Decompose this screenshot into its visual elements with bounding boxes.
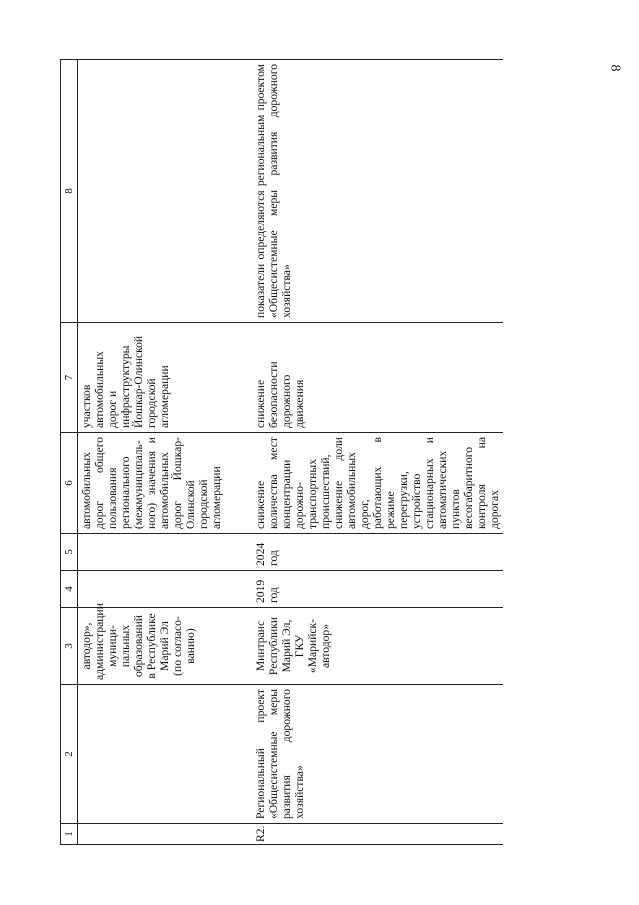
col-header-8: 8 bbox=[61, 60, 78, 323]
rotated-sheet bbox=[60, 60, 580, 845]
table-row bbox=[252, 60, 503, 845]
cell-responsible: Минтранс Республики Марий Эл, ГКУ «Марийск-автодор» bbox=[252, 608, 503, 685]
col-header-6: 6 bbox=[61, 433, 78, 534]
page-number: 8 bbox=[607, 64, 623, 72]
cell-name bbox=[78, 685, 253, 824]
cell-result: автомобильных дорог общего пользования регионального (межмуниципаль-ного) значения и автомобильных дорог Йошкар-Олинской городской агломерации bbox=[78, 433, 253, 534]
col-header-1: 1 bbox=[61, 824, 78, 845]
cell-responsible: автодор», администрации муници-пальных образований в Республике Марий Эл (по согласо-ванию) bbox=[78, 608, 253, 685]
table-row bbox=[78, 60, 253, 845]
cell-effect: участков автомобильных дорог и инфраструктуры Йошкар-Олинской городской агломерации bbox=[78, 323, 253, 433]
cell-number: R2. bbox=[252, 824, 503, 845]
cell-start: 2019 год bbox=[252, 571, 503, 608]
cell-indicators bbox=[78, 60, 253, 323]
col-header-2: 2 bbox=[61, 685, 78, 824]
col-header-4: 4 bbox=[61, 571, 78, 608]
cell-indicators: показатели определяются региональным проектом «Общесистемные меры развития дорожного хозяйства» bbox=[252, 60, 503, 323]
cell-start bbox=[78, 571, 253, 608]
cell-number bbox=[78, 824, 253, 845]
col-header-5: 5 bbox=[61, 534, 78, 571]
col-header-7: 7 bbox=[61, 323, 78, 433]
col-header-3: 3 bbox=[61, 608, 78, 685]
cell-effect: снижение безопасности дорожного движения bbox=[252, 323, 503, 433]
header-row bbox=[61, 60, 78, 845]
cell-end bbox=[78, 534, 253, 571]
cell-result: снижение количества мест концентрации дорожно-транспортных происшествий, снижение доли автомобильных дорог, работающих в режиме перегрузки, устройство стационарных и автоматических пунктов весогабаритного контроля на дорогах bbox=[252, 433, 503, 534]
cell-name: Региональный проект «Общесистемные меры развития дорожного хозяйства» bbox=[252, 685, 503, 824]
cell-end: 2024 год bbox=[252, 534, 503, 571]
program-table bbox=[60, 59, 503, 845]
